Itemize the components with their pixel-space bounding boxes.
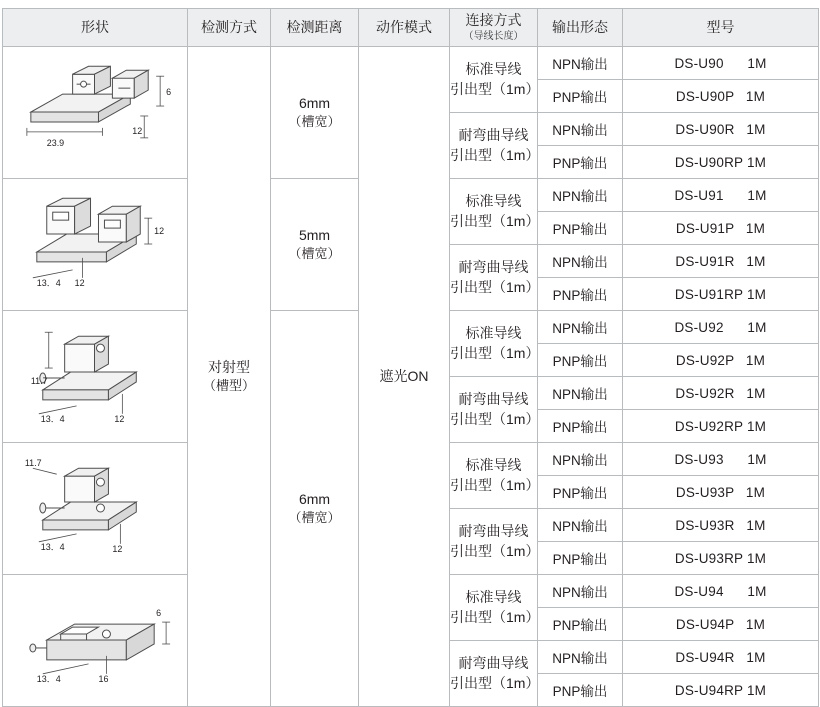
model-cell: DS-U92 1M: [623, 311, 819, 344]
svg-text:11.7: 11.7: [24, 457, 42, 468]
svg-text:11.7: 11.7: [30, 375, 48, 386]
svg-text:12: 12: [74, 277, 85, 288]
connection-cell-flex-5: 耐弯曲导线 引出型（1m）: [450, 641, 538, 707]
output-cell: NPN输出: [538, 179, 623, 212]
svg-text:23.9: 23.9: [46, 137, 65, 148]
output-cell: PNP输出: [538, 146, 623, 179]
header-connection-sub: （导线长度）: [463, 30, 524, 42]
model-cell: DS-U94R 1M: [623, 641, 819, 674]
model-cell: DS-U92R 1M: [623, 377, 819, 410]
svg-text:12: 12: [112, 543, 123, 554]
model-cell: DS-U90RP 1M: [623, 146, 819, 179]
table-row: [3, 47, 819, 80]
model-cell: DS-U90R 1M: [623, 113, 819, 146]
output-cell: PNP输出: [538, 80, 623, 113]
sensor-u93-diagram: [3, 450, 187, 568]
detection-distance-cell-3: 6mm （槽宽）: [271, 311, 359, 707]
connection-cell-standard-5: 标准导线 引出型（1m）: [450, 575, 538, 641]
model-cell: DS-U93P 1M: [623, 476, 819, 509]
connection-cell-flex-1: 耐弯曲导线 引出型（1m）: [450, 113, 538, 179]
connection-cell-standard-2: 标准导线 引出型（1m）: [450, 179, 538, 245]
operation-mode-cell: 遮光ON: [359, 47, 450, 707]
model-cell: DS-U91 1M: [623, 179, 819, 212]
connection-cell-flex-3: 耐弯曲导线 引出型（1m）: [450, 377, 538, 443]
model-cell: DS-U94P 1M: [623, 608, 819, 641]
output-cell: NPN输出: [538, 443, 623, 476]
connection-cell-flex-2: 耐弯曲导线 引出型（1m）: [450, 245, 538, 311]
product-spec-table: [2, 8, 819, 707]
model-cell: DS-U90 1M: [623, 47, 819, 80]
model-cell: DS-U93RP 1M: [623, 542, 819, 575]
connection-cell-standard-4: 标准导线 引出型（1m）: [450, 443, 538, 509]
output-cell: PNP输出: [538, 542, 623, 575]
output-cell: NPN输出: [538, 311, 623, 344]
header-detection-distance: 检测距离: [271, 9, 359, 47]
detection-method-cell: 对射型 （槽型）: [188, 47, 271, 707]
model-cell: DS-U94 1M: [623, 575, 819, 608]
svg-text:13．4: 13．4: [36, 277, 61, 288]
output-cell: PNP输出: [538, 278, 623, 311]
detection-distance-cell-1: 6mm （槽宽）: [271, 47, 359, 179]
sensor-u92-diagram: [3, 318, 187, 436]
table-header-row: [3, 9, 819, 47]
model-cell: DS-U91RP 1M: [623, 278, 819, 311]
connection-cell-standard-3: 标准导线 引出型（1m）: [450, 311, 538, 377]
output-cell: PNP输出: [538, 476, 623, 509]
model-cell: DS-U91R 1M: [623, 245, 819, 278]
svg-text:13．4: 13．4: [36, 673, 61, 684]
shape-cell-u94: [3, 575, 188, 707]
connection-cell-flex-4: 耐弯曲导线 引出型（1m）: [450, 509, 538, 575]
sensor-u90-diagram: [3, 54, 187, 172]
header-output-type: 输出形态: [538, 9, 623, 47]
header-shape: 形状: [3, 9, 188, 47]
shape-cell-u93: [3, 443, 188, 575]
model-cell: DS-U92P 1M: [623, 344, 819, 377]
model-cell: DS-U92RP 1M: [623, 410, 819, 443]
header-model: 型号: [623, 9, 819, 47]
model-cell: DS-U94RP 1M: [623, 674, 819, 707]
model-cell: DS-U90P 1M: [623, 80, 819, 113]
svg-text:13．4: 13．4: [40, 541, 65, 552]
shape-cell-u90: [3, 47, 188, 179]
output-cell: NPN输出: [538, 509, 623, 542]
svg-text:12: 12: [154, 225, 165, 236]
output-cell: NPN输出: [538, 377, 623, 410]
header-operation-mode: 动作模式: [359, 9, 450, 47]
output-cell: NPN输出: [538, 575, 623, 608]
model-cell: DS-U93R 1M: [623, 509, 819, 542]
connection-cell-standard-1: 标准导线 引出型（1m）: [450, 47, 538, 113]
output-cell: PNP输出: [538, 410, 623, 443]
svg-text:13．4: 13．4: [40, 413, 65, 424]
shape-cell-u91: [3, 179, 188, 311]
output-cell: NPN输出: [538, 113, 623, 146]
shape-cell-u92: [3, 311, 188, 443]
output-cell: NPN输出: [538, 47, 623, 80]
model-cell: DS-U91P 1M: [623, 212, 819, 245]
sensor-u94-diagram: [3, 582, 187, 700]
output-cell: PNP输出: [538, 674, 623, 707]
model-cell: DS-U93 1M: [623, 443, 819, 476]
output-cell: PNP输出: [538, 344, 623, 377]
svg-text:12: 12: [114, 413, 125, 424]
sensor-u91-diagram: [3, 186, 187, 304]
header-connection-type: 连接方式 （导线长度）: [450, 9, 538, 47]
detection-distance-cell-2: 5mm （槽宽）: [271, 179, 359, 311]
output-cell: PNP输出: [538, 608, 623, 641]
output-cell: NPN输出: [538, 245, 623, 278]
svg-text:6: 6: [166, 86, 172, 97]
header-detection-method: 检测方式: [188, 9, 271, 47]
svg-text:16: 16: [98, 673, 109, 684]
svg-text:12: 12: [132, 125, 143, 136]
svg-text:6: 6: [156, 607, 162, 618]
output-cell: NPN输出: [538, 641, 623, 674]
output-cell: PNP输出: [538, 212, 623, 245]
